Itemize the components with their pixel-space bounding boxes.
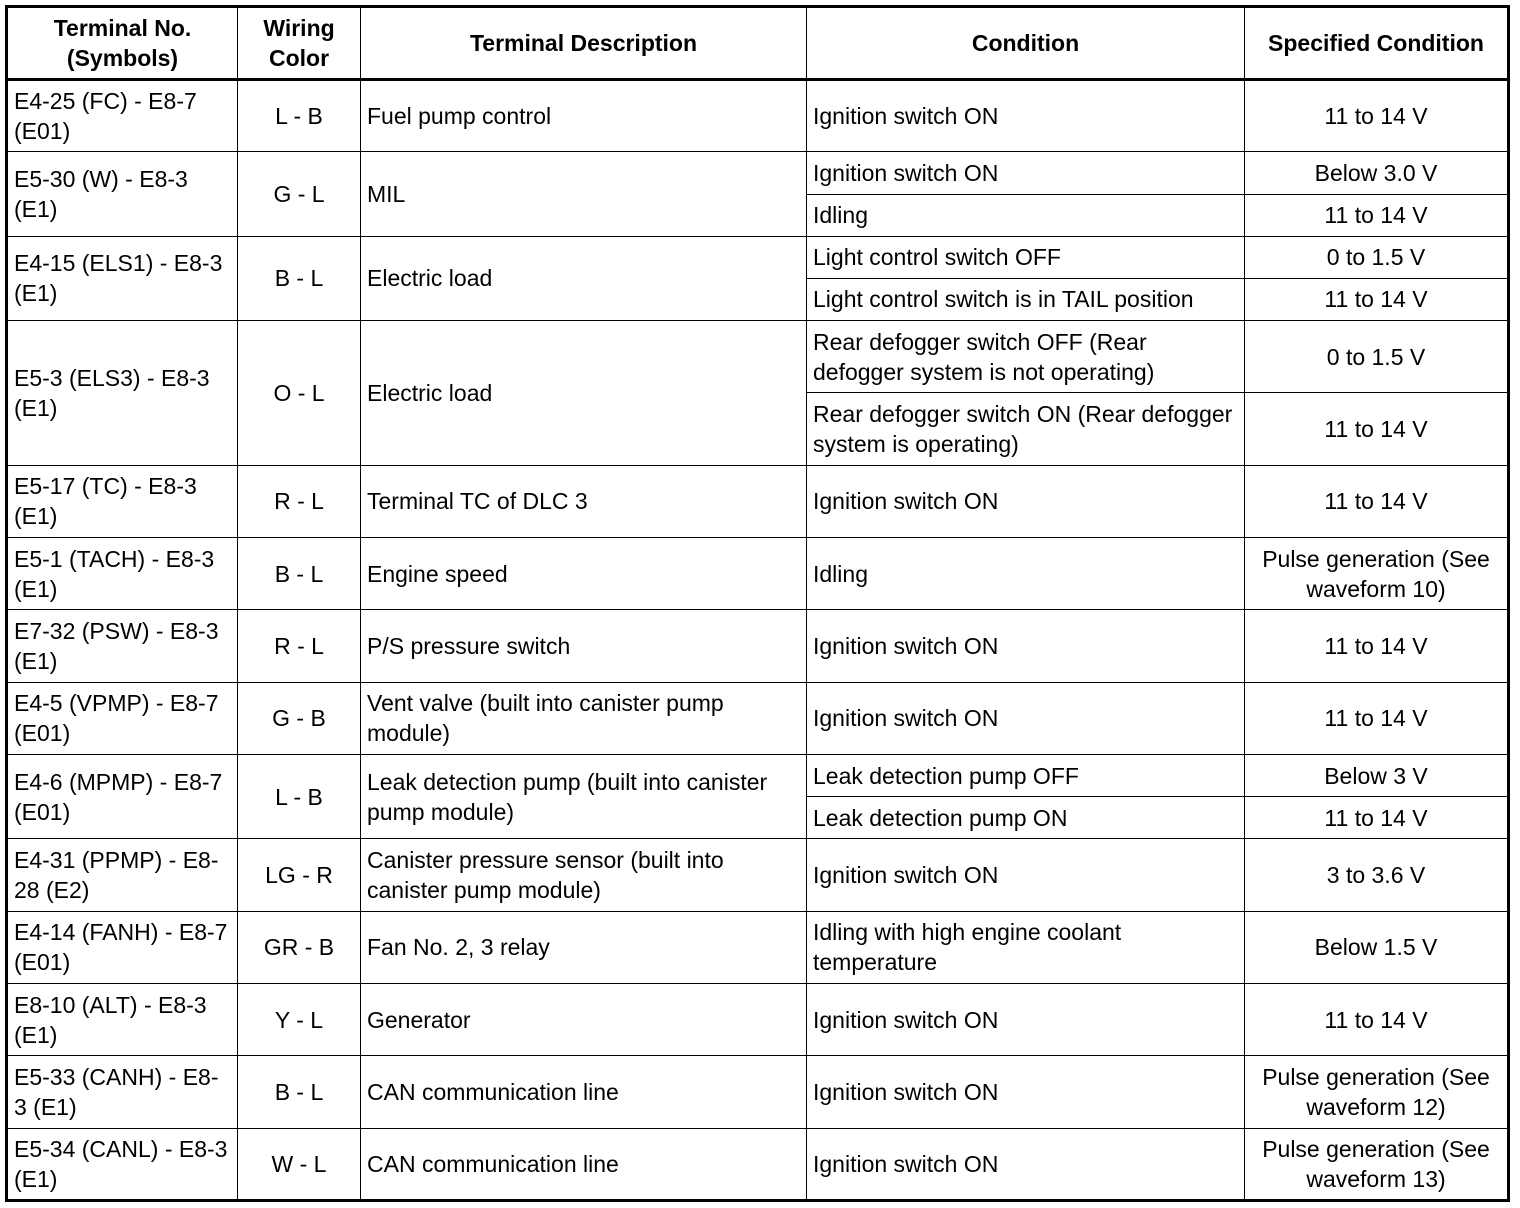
- terminal-cell: E5-17 (TC) - E8-3 (E1): [7, 465, 238, 537]
- condition-cell: Ignition switch ON: [807, 610, 1245, 682]
- specified-condition-cell: 11 to 14 V: [1245, 983, 1509, 1055]
- table-row: [7, 321, 1509, 393]
- header-row: [7, 7, 1509, 80]
- condition-cell: Light control switch OFF: [807, 236, 1245, 278]
- table-row: [7, 911, 1509, 983]
- header-wiring-color: Wiring Color: [238, 7, 361, 80]
- terminal-cell: E5-1 (TACH) - E8-3 (E1): [7, 538, 238, 610]
- description-cell: Canister pressure sensor (built into canister pump module): [361, 839, 807, 911]
- condition-cell: Ignition switch ON: [807, 983, 1245, 1055]
- condition-cell: Leak detection pump ON: [807, 797, 1245, 839]
- condition-cell: Ignition switch ON: [807, 839, 1245, 911]
- table-row: [7, 236, 1509, 278]
- description-cell: Engine speed: [361, 538, 807, 610]
- wiring-color-cell: R - L: [238, 465, 361, 537]
- specified-condition-cell: 11 to 14 V: [1245, 80, 1509, 152]
- table-row: [7, 1128, 1509, 1200]
- description-cell: MIL: [361, 152, 807, 236]
- condition-cell: Rear defogger switch OFF (Rear defogger system is not operating): [807, 321, 1245, 393]
- table-row: [7, 465, 1509, 537]
- description-cell: Electric load: [361, 321, 807, 466]
- specified-condition-cell: 0 to 1.5 V: [1245, 321, 1509, 393]
- wiring-color-cell: B - L: [238, 236, 361, 320]
- table-row: [7, 983, 1509, 1055]
- table-row: [7, 610, 1509, 682]
- wiring-color-cell: L - B: [238, 754, 361, 838]
- condition-cell: Ignition switch ON: [807, 152, 1245, 194]
- description-cell: CAN communication line: [361, 1056, 807, 1128]
- specified-condition-cell: Pulse generation (See waveform 10): [1245, 538, 1509, 610]
- condition-cell: Rear defogger switch ON (Rear defogger system is operating): [807, 393, 1245, 465]
- wiring-color-cell: GR - B: [238, 911, 361, 983]
- table-row: [7, 80, 1509, 152]
- condition-cell: Ignition switch ON: [807, 80, 1245, 152]
- wiring-color-cell: L - B: [238, 80, 361, 152]
- condition-cell: Ignition switch ON: [807, 1128, 1245, 1200]
- condition-cell: Leak detection pump OFF: [807, 754, 1245, 796]
- specified-condition-cell: Below 3.0 V: [1245, 152, 1509, 194]
- header-specified: Specified Condition: [1245, 7, 1509, 80]
- terminal-cell: E5-3 (ELS3) - E8-3 (E1): [7, 321, 238, 466]
- specified-condition-cell: 0 to 1.5 V: [1245, 236, 1509, 278]
- description-cell: Electric load: [361, 236, 807, 320]
- terminal-cell: E7-32 (PSW) - E8-3 (E1): [7, 610, 238, 682]
- terminal-cell: E5-30 (W) - E8-3 (E1): [7, 152, 238, 236]
- specified-condition-cell: 11 to 14 V: [1245, 797, 1509, 839]
- wiring-color-cell: B - L: [238, 538, 361, 610]
- condition-cell: Idling with high engine coolant temperature: [807, 911, 1245, 983]
- terminal-cell: E4-14 (FANH) - E8-7 (E01): [7, 911, 238, 983]
- terminal-voltage-table: [5, 5, 1510, 1202]
- terminal-cell: E8-10 (ALT) - E8-3 (E1): [7, 983, 238, 1055]
- table-row: [7, 538, 1509, 610]
- wiring-color-cell: R - L: [238, 610, 361, 682]
- description-cell: P/S pressure switch: [361, 610, 807, 682]
- condition-cell: Ignition switch ON: [807, 1056, 1245, 1128]
- wiring-color-cell: B - L: [238, 1056, 361, 1128]
- table-row: [7, 152, 1509, 194]
- specified-condition-cell: 11 to 14 V: [1245, 393, 1509, 465]
- wiring-color-cell: LG - R: [238, 839, 361, 911]
- terminal-cell: E4-5 (VPMP) - E8-7 (E01): [7, 682, 238, 754]
- specified-condition-cell: Pulse generation (See waveform 13): [1245, 1128, 1509, 1200]
- specified-condition-cell: 11 to 14 V: [1245, 682, 1509, 754]
- terminal-cell: E5-33 (CANH) - E8-3 (E1): [7, 1056, 238, 1128]
- terminal-cell: E4-25 (FC) - E8-7 (E01): [7, 80, 238, 152]
- terminal-cell: E4-6 (MPMP) - E8-7 (E01): [7, 754, 238, 838]
- condition-cell: Ignition switch ON: [807, 682, 1245, 754]
- table-row: [7, 839, 1509, 911]
- wiring-color-cell: Y - L: [238, 983, 361, 1055]
- description-cell: Terminal TC of DLC 3: [361, 465, 807, 537]
- description-cell: Leak detection pump (built into canister pump module): [361, 754, 807, 838]
- condition-cell: Idling: [807, 194, 1245, 236]
- terminal-cell: E4-31 (PPMP) - E8-28 (E2): [7, 839, 238, 911]
- condition-cell: Light control switch is in TAIL position: [807, 278, 1245, 320]
- table-row: [7, 1056, 1509, 1128]
- condition-cell: Idling: [807, 538, 1245, 610]
- description-cell: Vent valve (built into canister pump module): [361, 682, 807, 754]
- condition-cell: Ignition switch ON: [807, 465, 1245, 537]
- specified-condition-cell: 11 to 14 V: [1245, 465, 1509, 537]
- specified-condition-cell: Pulse generation (See waveform 12): [1245, 1056, 1509, 1128]
- specified-condition-cell: 11 to 14 V: [1245, 194, 1509, 236]
- specified-condition-cell: 11 to 14 V: [1245, 610, 1509, 682]
- table-body: [7, 80, 1509, 1201]
- wiring-color-cell: G - L: [238, 152, 361, 236]
- header-condition: Condition: [807, 7, 1245, 80]
- table-row: [7, 682, 1509, 754]
- specified-condition-cell: Below 3 V: [1245, 754, 1509, 796]
- header-description: Terminal Description: [361, 7, 807, 80]
- specified-condition-cell: 11 to 14 V: [1245, 278, 1509, 320]
- table-row: [7, 754, 1509, 796]
- wiring-color-cell: W - L: [238, 1128, 361, 1200]
- specified-condition-cell: 3 to 3.6 V: [1245, 839, 1509, 911]
- wiring-color-cell: G - B: [238, 682, 361, 754]
- terminal-cell: E5-34 (CANL) - E8-3 (E1): [7, 1128, 238, 1200]
- wiring-color-cell: O - L: [238, 321, 361, 466]
- specified-condition-cell: Below 1.5 V: [1245, 911, 1509, 983]
- header-terminal: Terminal No. (Symbols): [7, 7, 238, 80]
- terminal-cell: E4-15 (ELS1) - E8-3 (E1): [7, 236, 238, 320]
- description-cell: CAN communication line: [361, 1128, 807, 1200]
- description-cell: Generator: [361, 983, 807, 1055]
- description-cell: Fuel pump control: [361, 80, 807, 152]
- description-cell: Fan No. 2, 3 relay: [361, 911, 807, 983]
